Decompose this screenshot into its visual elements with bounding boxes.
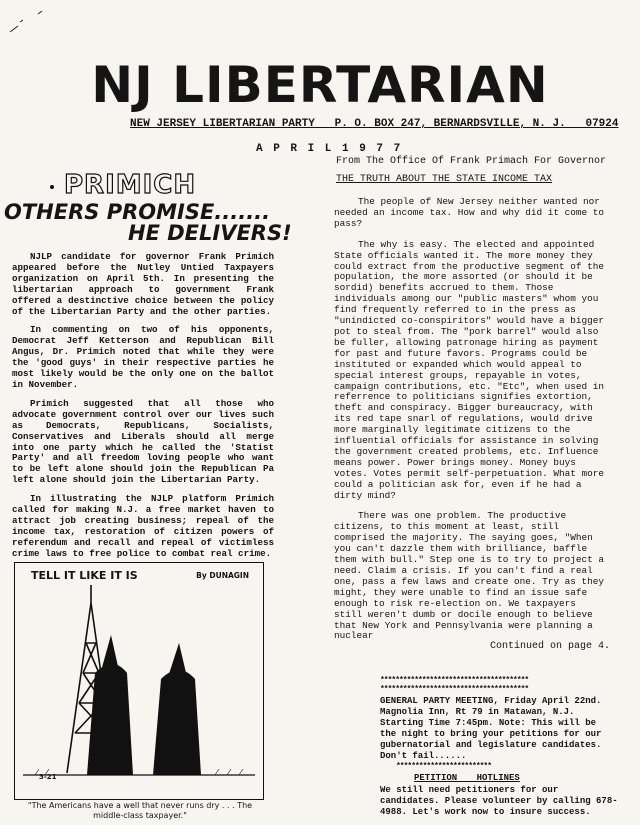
continued-note: Continued on page 4. — [490, 641, 611, 652]
masthead-address: NEW JERSEY LIBERTARIAN PARTY P. O. BOX 247, BERNARDSVILLE, N. J. 07924 — [130, 118, 619, 130]
left-paragraph: In illustrating the NJLP platform Primich called for making N.J. a free market haven to attract job creating business; repeal of the income tax, restoration of citizen powers of referendum and recall and repeal of victimless crime laws to free police to combat real crime. — [12, 493, 274, 559]
right-article — [334, 197, 606, 652]
issue-date: A P R I L 1 9 7 7 — [256, 143, 403, 155]
left-article — [12, 252, 274, 568]
article-source: From The Office Of Frank Primach For Governor — [336, 156, 607, 167]
cartoon-date-mark: 3-21 — [39, 773, 57, 781]
star-divider: *************************************** — [380, 676, 529, 685]
petition-hotlines-label: PETITION HOTLINES — [414, 773, 520, 783]
pen-mark — [8, 8, 48, 38]
cartoon-caption: "The Americans have a well that never runs dry . . . The middle-class taxpayer." — [27, 801, 253, 820]
left-paragraph: NJLP candidate for governor Frank Primich appeared before the Nutley Untied Taxpayers organization on April 5th. In presenting the libertarian approach to government Frank offered a destinctive choice between the policy of the Libertarian Party and the other parties. — [12, 251, 274, 317]
editorial-cartoon — [14, 562, 264, 800]
right-paragraph: The people of New Jersey neither wanted nor needed an income tax. How and why did it come to pass? — [334, 196, 605, 229]
meeting-notice: GENERAL PARTY MEETING, Friday April 22nd. Magnolia Inn, Rt 79 in Matawan, N.J. Starting Time 7:45pm. Note: This will be the night to bring your petitions for our gubernatorial and legislature candidates. Don't fail...... — [380, 696, 602, 761]
star-divider: ************************* — [396, 762, 492, 771]
dot-ornament — [46, 178, 58, 194]
headline-line-2: HE DELIVERS! — [128, 221, 292, 245]
newsletter-title: NJ LIBERTARIAN — [91, 56, 549, 114]
volunteer-notice: We still need petitioners for our candidates. Please volunteer by calling 678-4988. Let's work now to insure success. — [380, 785, 618, 817]
right-paragraph: The why is easy. The elected and appointed State officials wanted it. The more money they could extract from the productive segment of the population, the more assorted (or should it be sordid) benefits accrued to them. Those individuals among our "public masters" whom you find frequently referred to in the press as "unindicted co-conspiritors" would have a bigger pot to steal from. The "pork barrel" would also be fuller, allowing patronage hiring as payment for past and future favors. Programs could be instituted or expanded which would appeal to special interest groups, repayable in votes, campaign contributions, etc. "Etc", when used in referrence to politicians signifies extortion, theft and conspiracy. Bigger bureaucracy, with its red tape snarl of regulations, would drive more marginally legitimate citizens to the influential officials for assistance in solving the government created problems, etc. Influence means power. Power brings money. Money buys votes. Votes permit self-perpetuation. What more could a politician ask for, even if he had a dirty mind? — [334, 238, 605, 501]
headline-line-1: OTHERS PROMISE....... — [4, 200, 271, 224]
star-divider: *************************************** — [380, 685, 529, 694]
article-heading: THE TRUTH ABOUT THE STATE INCOME TAX — [336, 174, 553, 185]
cartoon-title: TELL IT LIKE IT IS — [31, 569, 138, 582]
right-paragraph: There was one problem. The productive citizens, to this moment at least, still comprised the majority. The saying goes, "When you can't dazzle them with brilliance, baffle them with bull." Step one is to try to project a need. Claim a crisis. If you can't find a real one, pass a few laws and create one. Try as they might, they were unable to find an issue safe enough to risk re-election on. We taxpayers still weren't dumb or docile enough to believe that New York and Pennsylvania were planning a nuclear — [334, 510, 605, 642]
candidate-name-headline: PRIMICH — [64, 170, 197, 200]
oil-derricks-illustration — [15, 563, 263, 799]
cartoon-credit: By DUNAGIN — [196, 571, 249, 580]
left-paragraph: Primich suggested that all those who advocate government control over our lives such as Democrats, Republicans, Socialists, Conservatives and Liberals should all merge into one party which he called the 'Statist Party' and all freedom loving people who want to be left alone should join the Republican Pa left alone should join the Libertarian Party. — [12, 397, 274, 486]
left-paragraph: In commenting on two of his opponents, Democrat Jeff Ketterson and Republican Bill Angus, Dr. Primich noted that while they were the 'good guys' in their respective parties he most likely would be the only one on the ballot in November. — [12, 324, 274, 390]
